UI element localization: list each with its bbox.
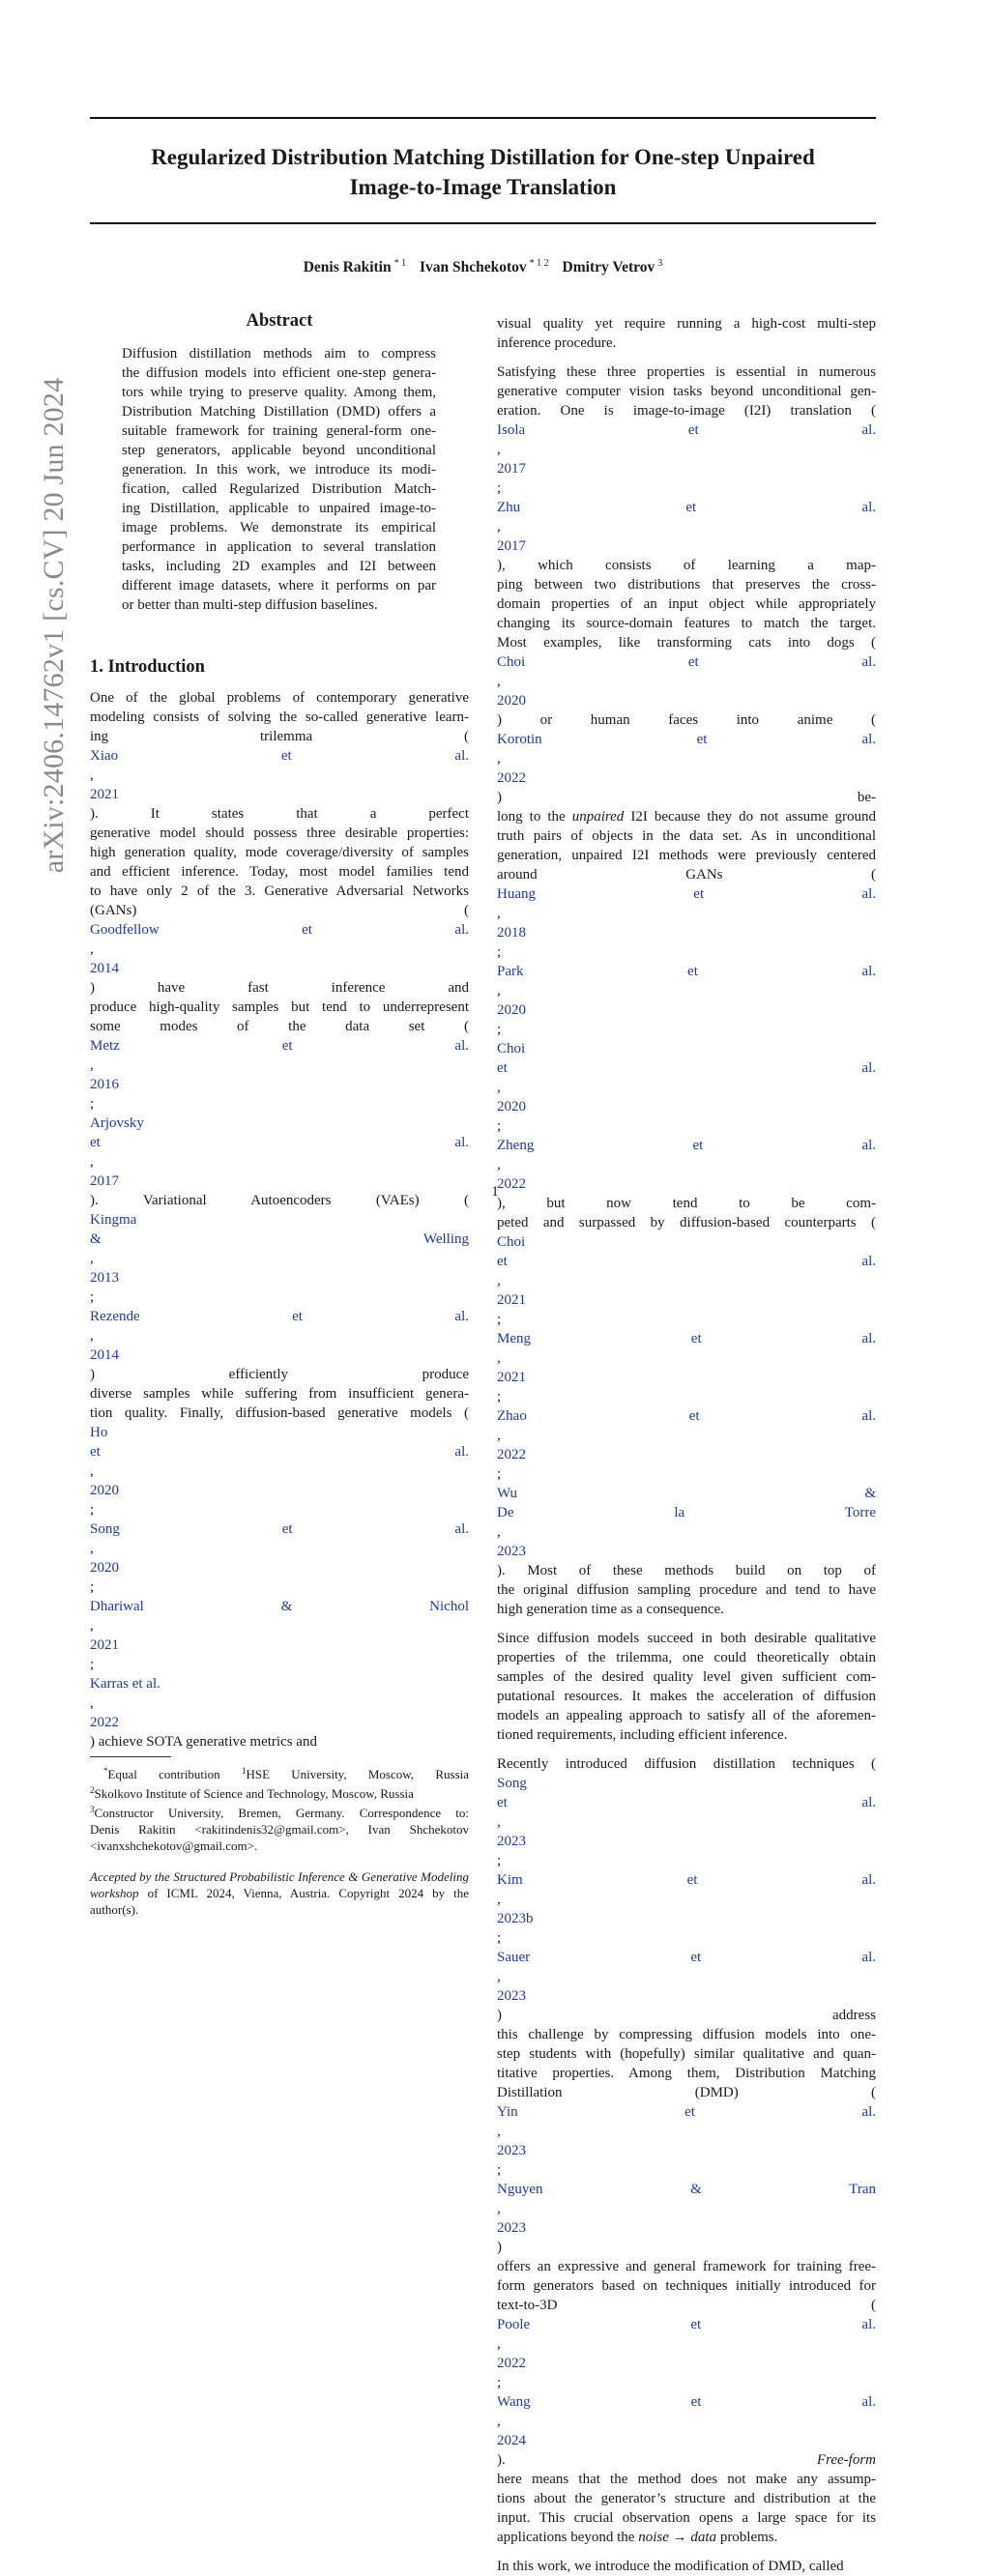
author-3 — [563, 259, 663, 275]
footnote-line-4: Denis Rakitin <rakitindenis32@gmail.com>, Ivan Shchekotov — [90, 1822, 469, 1837]
text-line: Distribution Matching Distillation (DMD) offers a — [122, 404, 436, 420]
right-paragraph-4 — [497, 2557, 876, 2576]
footnote-line-1 — [90, 1763, 469, 1782]
citation-link[interactable]: 2022 — [90, 1715, 119, 1730]
citation-link[interactable]: Wang et al. — [497, 2394, 876, 2410]
text-line: tion quality. Finally, diffusion-based generative models ( Ho — [90, 1405, 469, 1440]
text-line: here means that the method does not make any assump- — [497, 2472, 876, 2487]
citation-link[interactable]: 2016 — [90, 1077, 119, 1092]
text-line: (GANs) ( Goodfellow et al. , 2014 ) have fast inference and — [90, 903, 469, 996]
citation-link[interactable]: 2023 — [497, 2143, 526, 2158]
text-line: 2017 ; Zhu et al. , 2017 ), which consists of learning a map- — [497, 461, 876, 573]
citation-link[interactable]: 2020 — [497, 1002, 526, 1018]
citation-link[interactable]: Poole et al. — [497, 2317, 876, 2332]
citation-link[interactable]: Choi et al. — [497, 654, 876, 670]
citation-link[interactable]: Yin et al. — [497, 2104, 876, 2120]
footnote-rule — [90, 1756, 171, 1757]
arxiv-watermark: arXiv:2406.14762v1 [cs.CV] 20 Jun 2024 — [38, 377, 70, 874]
text-line: the diffusion models into efficient one-step genera- — [122, 365, 436, 381]
text-line: tors while trying to preserve quality. Among them, — [122, 385, 436, 400]
text-line: & Welling , 2013 ; Rezende et al. , 2014 ) efficiently produce — [90, 1231, 469, 1382]
text-line: performance in application to several translation — [122, 539, 436, 555]
text-line: domain properties of an input object while appropriately — [497, 596, 876, 612]
right-paragraph-0 — [497, 314, 876, 353]
citation-link[interactable]: 2017 — [497, 461, 526, 477]
text-line: this challenge by compressing diffusion models into one- — [497, 2027, 876, 2042]
author-affiliation-mark: 3 — [657, 258, 663, 269]
citation-link[interactable]: 2023b — [497, 1911, 534, 1926]
text-line: titative properties. Among them, Distribution Matching — [497, 2066, 876, 2081]
footnote-mark: 1 — [241, 1766, 247, 1776]
citation-link[interactable]: Wu & — [497, 1486, 876, 1501]
right-paragraph-2 — [497, 1629, 876, 1745]
text-line: ing trilemma ( Xiao et al. , 2021 ). It states that a perfect — [90, 729, 469, 822]
citation-link[interactable]: 2021 — [497, 1370, 526, 1385]
introduction-heading: 1. Introduction — [90, 657, 205, 677]
text-line: or better than multi-step diffusion baselines. — [122, 597, 378, 613]
text-line: De la Torre , 2023 ). Most of these methods build on top of — [497, 1505, 876, 1578]
text-line: changing its source-domain features to match the target. — [497, 616, 876, 631]
citation-link[interactable]: 2023 — [497, 1834, 526, 1849]
footnote-text — [90, 1763, 469, 1854]
text-line: the original diffusion sampling procedure and tend to have — [497, 1582, 876, 1598]
text-line: fication, called Regularized Distribution Match- — [122, 481, 436, 497]
citation-link[interactable]: Goodfellow et al. — [90, 922, 469, 938]
citation-link[interactable]: Song — [497, 1776, 527, 1791]
footnote-affiliation-1: HSE University, Moscow, Russia — [246, 1767, 470, 1781]
author-affiliation-mark: * 1 2 — [529, 258, 549, 269]
footnote-affiliation-2: Skolkovo Institute of Science and Technology, Moscow, Russia — [94, 1786, 414, 1801]
citation-link[interactable]: Isola et al. — [497, 422, 876, 438]
text-line: some modes of the data set ( Metz et al. , 2016 ; Arjovsky — [90, 1019, 469, 1131]
text-line: generative model should possess three desirable properties: — [90, 825, 469, 841]
citation-link[interactable]: Xiao et al. — [90, 748, 469, 764]
footnote-line-3 — [90, 1802, 469, 1821]
citation-link[interactable]: 2013 — [90, 1270, 119, 1286]
intro-paragraph-1 — [90, 688, 469, 1751]
text-line: tioned requirements, including efficient inference. — [497, 1727, 788, 1743]
text-line: to have only 2 of the 3. Generative Adversarial Networks — [90, 883, 469, 899]
citation-link[interactable]: 2014 — [90, 1347, 119, 1363]
text-line: input. This crucial observation opens a large space for its — [497, 2510, 876, 2526]
text-line: suitable framework for training general-form one- — [122, 423, 436, 439]
text-line: Distillation (DMD) ( Yin et al. , 2023 ; Nguyen & Tran , 2023 ) — [497, 2085, 876, 2255]
citation-link[interactable]: 2014 — [90, 961, 119, 976]
citation-link[interactable]: Nguyen & Tran — [497, 2182, 876, 2197]
text-line: Most examples, like transforming cats into dogs ( Choi et al. , — [497, 635, 876, 689]
citation-link[interactable]: 2023 — [497, 1988, 526, 2004]
page-number: 1 — [491, 1184, 499, 1200]
citation-link[interactable]: 2022 — [497, 2356, 526, 2371]
accepted-rest: of ICML 2024, Vienna, Austria. Copyright 2024 by the author(s). — [90, 1886, 469, 1917]
citation-link[interactable]: 2020 — [497, 693, 526, 709]
citation-link[interactable]: 2023 — [497, 2220, 526, 2236]
citation-link[interactable]: Choi — [497, 1041, 526, 1056]
citation-link[interactable]: 2022 — [497, 770, 526, 786]
text-line: et al. , 2020 ; Song et al. , 2020 ; Dhariwal & Nichol , 2021 ; — [90, 1444, 469, 1672]
text-line: In this work, we introduce the modification of DMD, called — [497, 2559, 844, 2574]
author-name: Ivan Shchekotov — [419, 259, 527, 275]
text-line: eration. One is image-to-image (I2I) translation ( Isola et al. , — [497, 403, 876, 457]
right-paragraph-3 — [497, 1754, 876, 2547]
right-column — [497, 314, 876, 2576]
footnote-equal: Equal contribution — [107, 1767, 220, 1781]
text-line: around GANs ( Huang et al. , 2018 ; Park et al. , 2020 ; Choi — [497, 867, 876, 1056]
text-line: ing Distillation, applicable to unpaired image-to- — [122, 501, 436, 516]
footnote-affiliation-3: Constructor University, Bremen, Germany. Correspondence to: — [94, 1806, 469, 1820]
author-name: Denis Rakitin — [303, 259, 392, 275]
text-line: Diffusion distillation methods aim to compress — [122, 346, 436, 362]
footnote-line-5: <ivanxshchekotov@gmail.com>. — [90, 1838, 258, 1853]
text-line: Recently introduced diffusion distillation techniques ( Song — [497, 1756, 876, 1791]
text-line: produce high-quality samples but tend to underrepresent — [90, 999, 469, 1015]
accepted-note — [90, 1868, 469, 1918]
citation-link[interactable]: De la Torre — [497, 1505, 876, 1520]
top-rule — [90, 117, 876, 119]
citation-link[interactable]: Kingma — [90, 1212, 137, 1228]
citation-link[interactable]: et al. — [497, 1060, 876, 1076]
citation-link[interactable]: Song et al. — [90, 1521, 469, 1537]
text-line: generation, unpaired I2I methods were previously centered — [497, 848, 876, 863]
author-list — [90, 258, 876, 276]
text-line: putational resources. It makes the acceleration of diffusion — [497, 1689, 876, 1704]
citation-link[interactable]: 2022 — [497, 1447, 526, 1462]
text-line: tasks, including 2D examples and I2I between — [122, 559, 436, 574]
citation-link[interactable]: Zhao et al. — [497, 1408, 876, 1424]
text-line: et al. , 2017 ). Variational Autoencoders (VAEs) ( Kingma — [90, 1135, 469, 1228]
text-line: 2020 ) or human faces into anime ( Korotin et al. , 2022 ) be- — [497, 693, 876, 805]
citation-link[interactable]: Metz et al. — [90, 1038, 469, 1054]
italic-text: noise — [638, 2530, 669, 2545]
abstract-heading: Abstract — [246, 311, 313, 331]
text-line: and efficient inference. Today, most model families tend — [90, 864, 469, 880]
text-line: form generators based on techniques initially introduced for — [497, 2278, 876, 2294]
citation-link[interactable]: 2021 — [497, 1292, 526, 1308]
citation-link[interactable]: Zheng et al. — [497, 1138, 876, 1153]
text-line: tions about the generator’s structure and distribution at the — [497, 2491, 876, 2506]
italic-text: Free-form — [816, 2452, 876, 2468]
citation-link[interactable]: 2021 — [90, 787, 119, 802]
text-line: Karras et al. , 2022 ) achieve SOTA generative metrics and — [90, 1674, 469, 1751]
text-line: high generation time as a consequence. — [497, 1602, 724, 1617]
citation-link[interactable]: et al. — [90, 1135, 469, 1150]
citation-link[interactable]: 2020 — [90, 1560, 119, 1576]
citation-link[interactable]: 2020 — [497, 1099, 526, 1114]
author-1 — [304, 259, 406, 275]
title-line-2: Image-to-Image Translation — [349, 175, 617, 199]
title-bottom-rule — [90, 222, 876, 224]
citation-link[interactable]: et al. — [497, 1795, 876, 1810]
text-line: text-to-3D ( Poole et al. , 2022 ; Wang et al. , 2024 ). Free-form — [497, 2298, 876, 2468]
text-line: truth pairs of objects in the data set. As in unconditional — [497, 828, 876, 844]
citation-link[interactable]: 2018 — [497, 925, 526, 941]
citation-link[interactable]: 2017 — [90, 1173, 119, 1189]
text-line: high generation quality, mode coverage/diversity of samples — [90, 845, 469, 860]
text-line: properties of the trilemma, one could theoretically obtain — [497, 1650, 876, 1665]
citation-link[interactable]: Korotin et al. — [497, 732, 876, 747]
author-2 — [420, 259, 549, 275]
text-line: peted and surpassed by diffusion-based counterparts ( Choi — [497, 1215, 876, 1250]
citation-link[interactable]: Meng et al. — [497, 1331, 876, 1346]
right-paragraph-1 — [497, 362, 876, 1619]
text-line: different image datasets, where it performs on par — [122, 578, 436, 593]
citation-link[interactable]: 2023 — [497, 1544, 526, 1559]
citation-link[interactable]: et al. — [90, 1444, 469, 1460]
citation-link[interactable]: et al. — [497, 1254, 876, 1269]
footnote-mark: * — [103, 1766, 108, 1776]
citation-link[interactable]: Rezende et al. — [90, 1309, 469, 1324]
text-line: diverse samples while suffering from insufficient genera- — [90, 1386, 469, 1402]
text-line: step students with (hopefully) similar qualitative and quan- — [497, 2046, 876, 2062]
abstract-body — [122, 344, 436, 615]
text-line: visual quality yet require running a high-cost multi-step — [497, 316, 876, 332]
text-line: Satisfying these three properties is essential in numerous — [497, 364, 876, 380]
footnote-line-2 — [90, 1782, 469, 1802]
citation-link[interactable]: Arjovsky — [90, 1115, 144, 1131]
text-line: et al. , 2020 ; Zheng et al. , 2022 ), but now tend to be com- — [497, 1060, 876, 1211]
text-line: Since diffusion models succeed in both desirable qualitative — [497, 1631, 876, 1646]
citation-link[interactable]: 2017 — [497, 538, 526, 554]
citation-link[interactable]: 2022 — [497, 1176, 526, 1192]
citation-link[interactable]: Park et al. — [497, 964, 876, 979]
text-line: step generators, applicable beyond unconditional — [122, 443, 436, 458]
left-column — [90, 309, 469, 1918]
footnotes — [90, 1756, 469, 1918]
paper-title — [90, 142, 876, 202]
italic-text: data — [690, 2530, 717, 2545]
text-line: et al. , 2021 ; Meng et al. , 2021 ; Zhao et al. , 2022 ; Wu & — [497, 1254, 876, 1501]
title-line-1: Regularized Distribution Matching Distillation for One-step Unpaired — [151, 145, 815, 169]
citation-link[interactable]: Zhu et al. — [497, 500, 876, 515]
text-line: ping between two distributions that preserves the cross- — [497, 577, 876, 593]
citation-link[interactable]: Ho — [90, 1425, 108, 1440]
footnote-mark: 3 — [90, 1805, 95, 1814]
text-line: samples of the desired quality level given sufficient com- — [497, 1669, 876, 1685]
citation-link[interactable]: 2024 — [497, 2433, 526, 2448]
citation-link[interactable]: Dhariwal & Nichol — [90, 1599, 469, 1614]
text-line: applications beyond the noise → data problems. — [497, 2530, 778, 2545]
citation-link[interactable]: Choi — [497, 1234, 526, 1250]
citation-link[interactable]: 2020 — [90, 1483, 119, 1498]
text-line: inference procedure. — [497, 335, 617, 351]
citation-link[interactable]: Karras et al. — [90, 1676, 160, 1692]
citation-link[interactable]: Sauer et al. — [497, 1950, 876, 1965]
author-affiliation-mark: * 1 — [393, 258, 407, 269]
text-line: generation. In this work, we introduce its modi- — [122, 462, 436, 478]
citation-link[interactable]: 2021 — [90, 1637, 119, 1653]
text-line: modeling consists of solving the so-called generative learn- — [90, 709, 469, 725]
accepted-venue: Accepted by the Structured Probabilistic Inference & Generative Modeling workshop — [90, 1869, 469, 1900]
text-line: long to the unpaired I2I because they do not assume ground — [497, 809, 876, 825]
citation-link[interactable]: Kim et al. — [497, 1872, 876, 1888]
author-name: Dmitry Vetrov — [562, 259, 655, 275]
text-line: offers an expressive and general framework for training free- — [497, 2259, 876, 2274]
italic-text: unpaired — [571, 809, 625, 825]
text-line: One of the global problems of contemporary generative — [90, 690, 469, 706]
text-line: image problems. We demonstrate its empirical — [122, 520, 436, 535]
text-line: models an appealing approach to satisfy all of the aforemen- — [497, 1708, 876, 1723]
text-line: generative computer vision tasks beyond unconditional gen- — [497, 384, 876, 399]
citation-link[interactable]: Huang et al. — [497, 886, 876, 902]
text-line: et al. , 2023 ; Kim et al. , 2023b ; Sauer et al. , 2023 ) address — [497, 1795, 876, 2023]
footnote-mark: 2 — [90, 1785, 95, 1795]
citation-link[interactable]: & Welling — [90, 1231, 469, 1247]
